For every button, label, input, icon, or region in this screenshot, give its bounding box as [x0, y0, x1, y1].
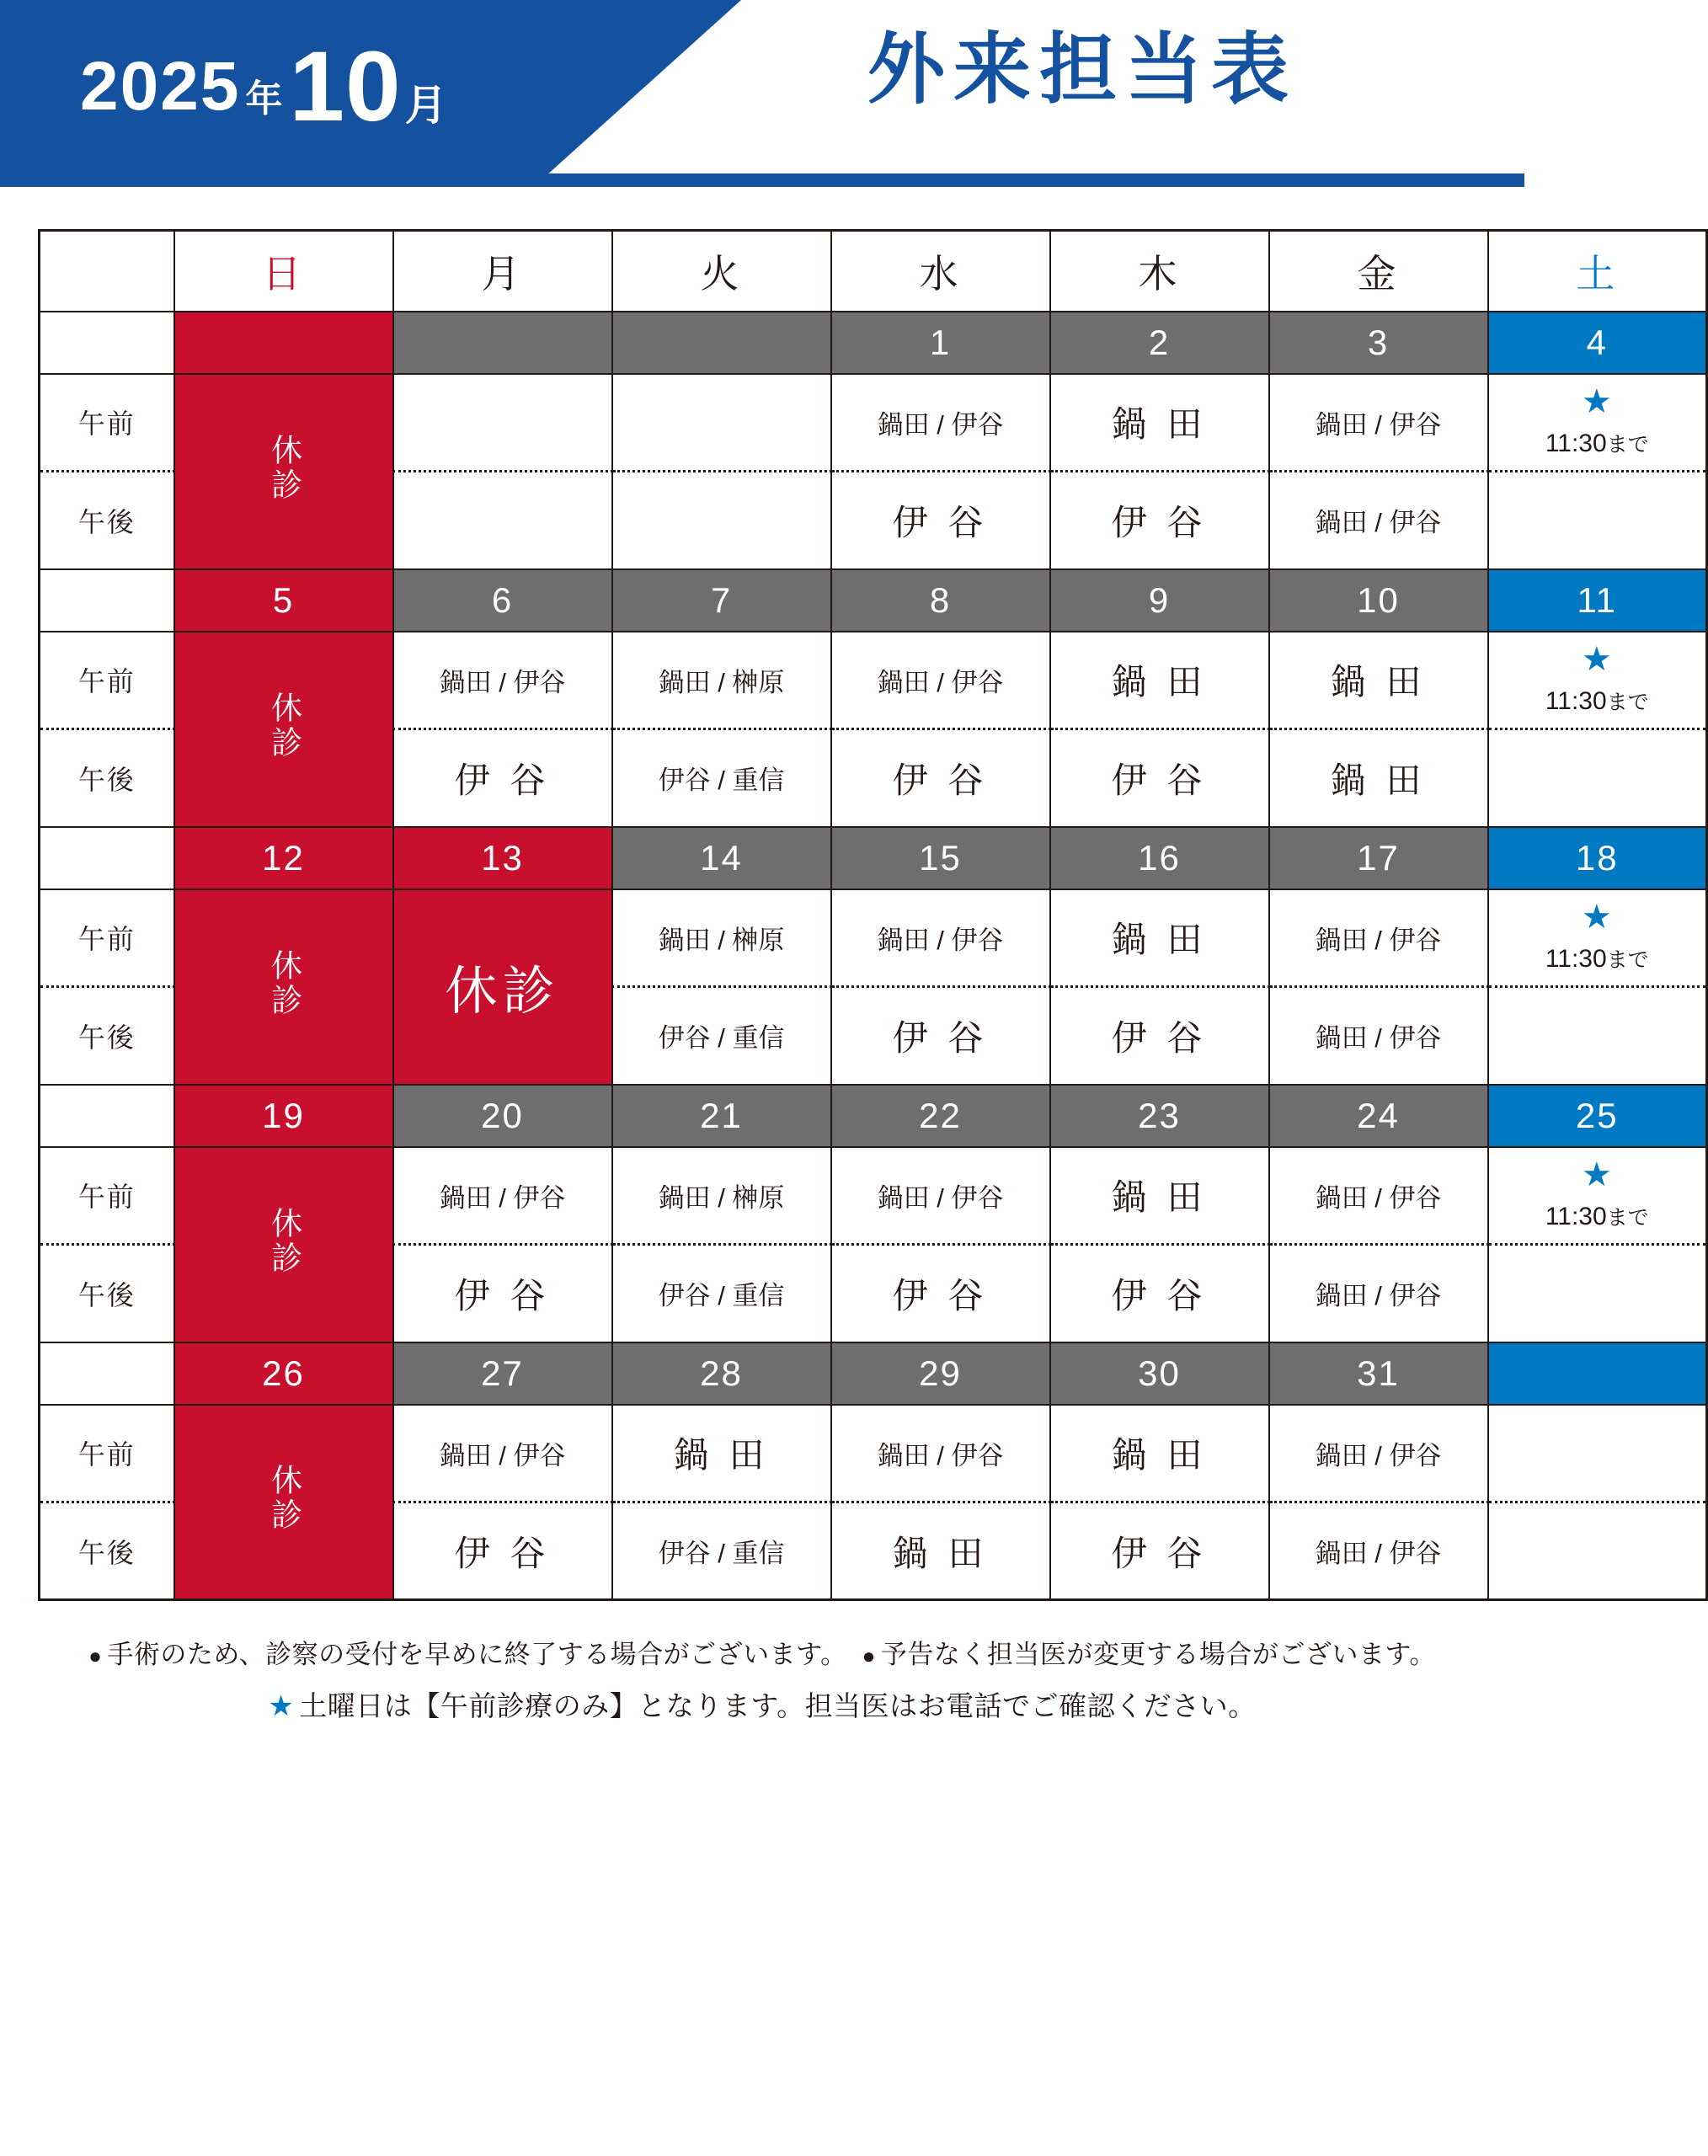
doctor-slot: 鍋田 / 伊谷	[831, 632, 1050, 729]
closed-label: 休診	[266, 433, 302, 503]
until-time	[1545, 430, 1649, 457]
doctor-slot: 鍋 田	[1050, 1405, 1269, 1502]
date-row	[40, 1342, 1707, 1405]
doctor-slot: 伊 谷	[393, 729, 612, 827]
closed-cell-full: 休診	[393, 889, 612, 1085]
date-cell: 30	[1050, 1342, 1269, 1405]
star-icon: ★	[1581, 640, 1613, 678]
footer-notes	[0, 1633, 1524, 1724]
date-cell: 15	[831, 827, 1050, 889]
date-cell: 21	[612, 1085, 831, 1147]
date-cell	[393, 312, 612, 374]
date-cell: 24	[1269, 1085, 1488, 1147]
date-cell: 12	[174, 827, 393, 889]
afternoon-label: 午後	[40, 1502, 174, 1600]
doctor-slot: 鍋田 / 伊谷	[831, 1405, 1050, 1502]
doctor-slot: 鍋 田	[1269, 729, 1488, 827]
date-cell: 26	[174, 1342, 393, 1405]
closed-cell	[174, 632, 393, 827]
empty-slot	[1488, 1245, 1707, 1342]
weekday-header-6: 金	[1269, 231, 1488, 312]
header-underline	[0, 173, 1524, 187]
until-time-value: 11:30	[1545, 944, 1607, 973]
morning-row	[40, 374, 1707, 472]
date-cell: 8	[831, 569, 1050, 632]
date-cell: 7	[612, 569, 831, 632]
page-header	[0, 0, 1524, 187]
date-row	[40, 827, 1707, 889]
until-time-value: 11:30	[1545, 686, 1607, 715]
star-icon: ★	[1581, 1155, 1613, 1193]
date-cell: 9	[1050, 569, 1269, 632]
date-cell: 2	[1050, 312, 1269, 374]
doctor-slot: 鍋 田	[1050, 889, 1269, 987]
corner-cell	[40, 231, 174, 312]
until-time-value: 11:30	[1545, 429, 1607, 457]
until-time	[1545, 687, 1649, 715]
date-cell	[174, 312, 393, 374]
until-suffix: まで	[1606, 690, 1649, 714]
date-cell: 25	[1488, 1085, 1707, 1147]
until-suffix: まで	[1606, 432, 1649, 456]
until-time-value: 11:30	[1545, 1202, 1607, 1230]
weekday-header-7: 土	[1488, 231, 1707, 312]
doctor-slot: 伊 谷	[1050, 1502, 1269, 1600]
morning-label: 午前	[40, 374, 174, 472]
morning-label: 午前	[40, 632, 174, 729]
doctor-slot: 伊谷 / 重信	[612, 987, 831, 1085]
date-cell: 29	[831, 1342, 1050, 1405]
empty-slot	[612, 374, 831, 472]
until-suffix: まで	[1606, 1205, 1649, 1230]
date-cell	[612, 312, 831, 374]
closed-cell	[174, 1147, 393, 1342]
empty-slot	[1488, 987, 1707, 1085]
doctor-slot: 伊 谷	[1050, 472, 1269, 569]
date-cell: 5	[174, 569, 393, 632]
empty-slot	[393, 472, 612, 569]
doctor-slot: 鍋 田	[1050, 374, 1269, 472]
doctor-slot: 伊 谷	[831, 987, 1050, 1085]
doctor-slot: 鍋田 / 伊谷	[1269, 1405, 1488, 1502]
doctor-slot: 伊 谷	[831, 472, 1050, 569]
until-suffix: まで	[1606, 947, 1649, 972]
date-cell: 31	[1269, 1342, 1488, 1405]
empty-slot	[1488, 1405, 1707, 1502]
note-line-2	[0, 1684, 1524, 1724]
doctor-slot: 伊谷 / 重信	[612, 729, 831, 827]
doctor-slot: 鍋 田	[1050, 1147, 1269, 1245]
date-cell: 10	[1269, 569, 1488, 632]
doctor-slot: 鍋田 / 伊谷	[1269, 1502, 1488, 1600]
date-cell: 4	[1488, 312, 1707, 374]
empty-slot	[1488, 472, 1707, 569]
header-date-block	[0, 0, 674, 173]
doctor-slot: 鍋田 / 榊原	[612, 632, 831, 729]
saturday-morning-cell	[1488, 374, 1707, 472]
weekday-header-4: 水	[831, 231, 1050, 312]
date-cell: 27	[393, 1342, 612, 1405]
doctor-slot: 鍋田 / 伊谷	[831, 1147, 1050, 1245]
doctor-slot: 鍋田 / 伊谷	[1269, 374, 1488, 472]
star-icon: ★	[1581, 382, 1613, 420]
weekday-header-1: 日	[174, 231, 393, 312]
doctor-slot: 鍋田 / 伊谷	[1269, 1147, 1488, 1245]
date-row	[40, 312, 1707, 374]
afternoon-label: 午後	[40, 987, 174, 1085]
note-1b: 予告なく担当医が変更する場合がございます。	[880, 1640, 1436, 1669]
doctor-slot: 鍋田 / 榊原	[612, 889, 831, 987]
afternoon-label: 午後	[40, 729, 174, 827]
doctor-slot: 鍋田 / 伊谷	[393, 1147, 612, 1245]
doctor-slot: 鍋 田	[831, 1502, 1050, 1600]
doctor-slot: 鍋田 / 伊谷	[393, 1405, 612, 1502]
date-cell: 28	[612, 1342, 831, 1405]
closed-cell	[174, 374, 393, 569]
doctor-slot: 鍋 田	[1050, 632, 1269, 729]
row-corner	[40, 827, 174, 889]
doctor-slot: 伊谷 / 重信	[612, 1245, 831, 1342]
doctor-slot: 鍋田 / 伊谷	[831, 889, 1050, 987]
doctor-slot: 伊谷 / 重信	[612, 1502, 831, 1600]
date-cell: 17	[1269, 827, 1488, 889]
row-corner	[40, 569, 174, 632]
doctor-slot: 鍋田 / 伊谷	[831, 374, 1050, 472]
bullet-icon: ●	[862, 1643, 876, 1668]
doctor-slot: 伊 谷	[1050, 729, 1269, 827]
doctor-slot: 鍋田 / 伊谷	[1269, 987, 1488, 1085]
morning-label: 午前	[40, 1405, 174, 1502]
star-icon: ★	[1581, 898, 1613, 936]
closed-cell	[174, 889, 393, 1085]
date-cell: 22	[831, 1085, 1050, 1147]
schedule-table	[38, 229, 1708, 1601]
doctor-slot: 鍋田 / 伊谷	[1269, 889, 1488, 987]
doctor-slot: 伊 谷	[831, 1245, 1050, 1342]
date-cell: 14	[612, 827, 831, 889]
header-year-kanji: 年	[245, 78, 283, 120]
date-cell: 20	[393, 1085, 612, 1147]
date-cell: 19	[174, 1085, 393, 1147]
doctor-slot: 鍋田 / 伊谷	[1269, 472, 1488, 569]
morning-row	[40, 1405, 1707, 1502]
doctor-slot: 伊 谷	[1050, 987, 1269, 1085]
morning-row	[40, 632, 1707, 729]
doctor-slot: 伊 谷	[393, 1502, 612, 1600]
afternoon-label: 午後	[40, 1245, 174, 1342]
star-icon: ★	[268, 1690, 295, 1722]
weekday-header-5: 木	[1050, 231, 1269, 312]
page-title: 外来担当表	[867, 27, 1298, 113]
until-time	[1545, 945, 1649, 973]
doctor-slot: 伊 谷	[831, 729, 1050, 827]
row-corner	[40, 312, 174, 374]
closed-label: 休診	[266, 1206, 302, 1276]
note-1a: 手術のため、診察の受付を早めに終了する場合がございます。	[107, 1640, 847, 1669]
weekday-header-row	[40, 231, 1707, 312]
date-cell: 1	[831, 312, 1050, 374]
schedule-table-wrap	[38, 229, 1649, 1601]
doctor-slot: 鍋田 / 伊谷	[393, 632, 612, 729]
doctor-slot: 鍋 田	[1269, 632, 1488, 729]
header-month-number: 10	[289, 31, 402, 142]
saturday-morning-cell	[1488, 632, 1707, 729]
weekday-header-3: 火	[612, 231, 831, 312]
closed-label: 休診	[266, 948, 302, 1018]
empty-slot	[1488, 1502, 1707, 1600]
doctor-slot: 鍋田 / 榊原	[612, 1147, 831, 1245]
date-cell: 13	[393, 827, 612, 889]
until-time	[1545, 1203, 1649, 1230]
empty-slot	[1488, 729, 1707, 827]
afternoon-label: 午後	[40, 472, 174, 569]
date-cell: 11	[1488, 569, 1707, 632]
morning-label: 午前	[40, 1147, 174, 1245]
saturday-morning-cell	[1488, 1147, 1707, 1245]
empty-slot	[393, 374, 612, 472]
date-cell: 18	[1488, 827, 1707, 889]
date-cell: 23	[1050, 1085, 1269, 1147]
header-year-number: 2025	[80, 48, 241, 125]
closed-label: 休診	[266, 1464, 302, 1534]
date-cell	[1488, 1342, 1707, 1405]
doctor-slot: 伊 谷	[1050, 1245, 1269, 1342]
doctor-slot: 伊 谷	[393, 1245, 612, 1342]
date-row	[40, 1085, 1707, 1147]
doctor-slot: 鍋 田	[612, 1405, 831, 1502]
row-corner	[40, 1085, 174, 1147]
weekday-header-2: 月	[393, 231, 612, 312]
date-cell: 6	[393, 569, 612, 632]
date-cell: 16	[1050, 827, 1269, 889]
note-line-1	[0, 1633, 1524, 1671]
empty-slot	[612, 472, 831, 569]
date-cell: 3	[1269, 312, 1488, 374]
morning-label: 午前	[40, 889, 174, 987]
row-corner	[40, 1342, 174, 1405]
note-2: 土曜日は【午前診療のみ】となります。担当医はお電話でご確認ください。	[299, 1690, 1257, 1721]
saturday-morning-cell	[1488, 889, 1707, 987]
bullet-icon: ●	[88, 1643, 103, 1668]
closed-cell	[174, 1405, 393, 1600]
date-row	[40, 569, 1707, 632]
closed-label: 休診	[266, 691, 302, 760]
header-month-kanji: 月	[404, 82, 447, 129]
doctor-slot: 鍋田 / 伊谷	[1269, 1245, 1488, 1342]
morning-row	[40, 1147, 1707, 1245]
morning-row	[40, 889, 1707, 987]
